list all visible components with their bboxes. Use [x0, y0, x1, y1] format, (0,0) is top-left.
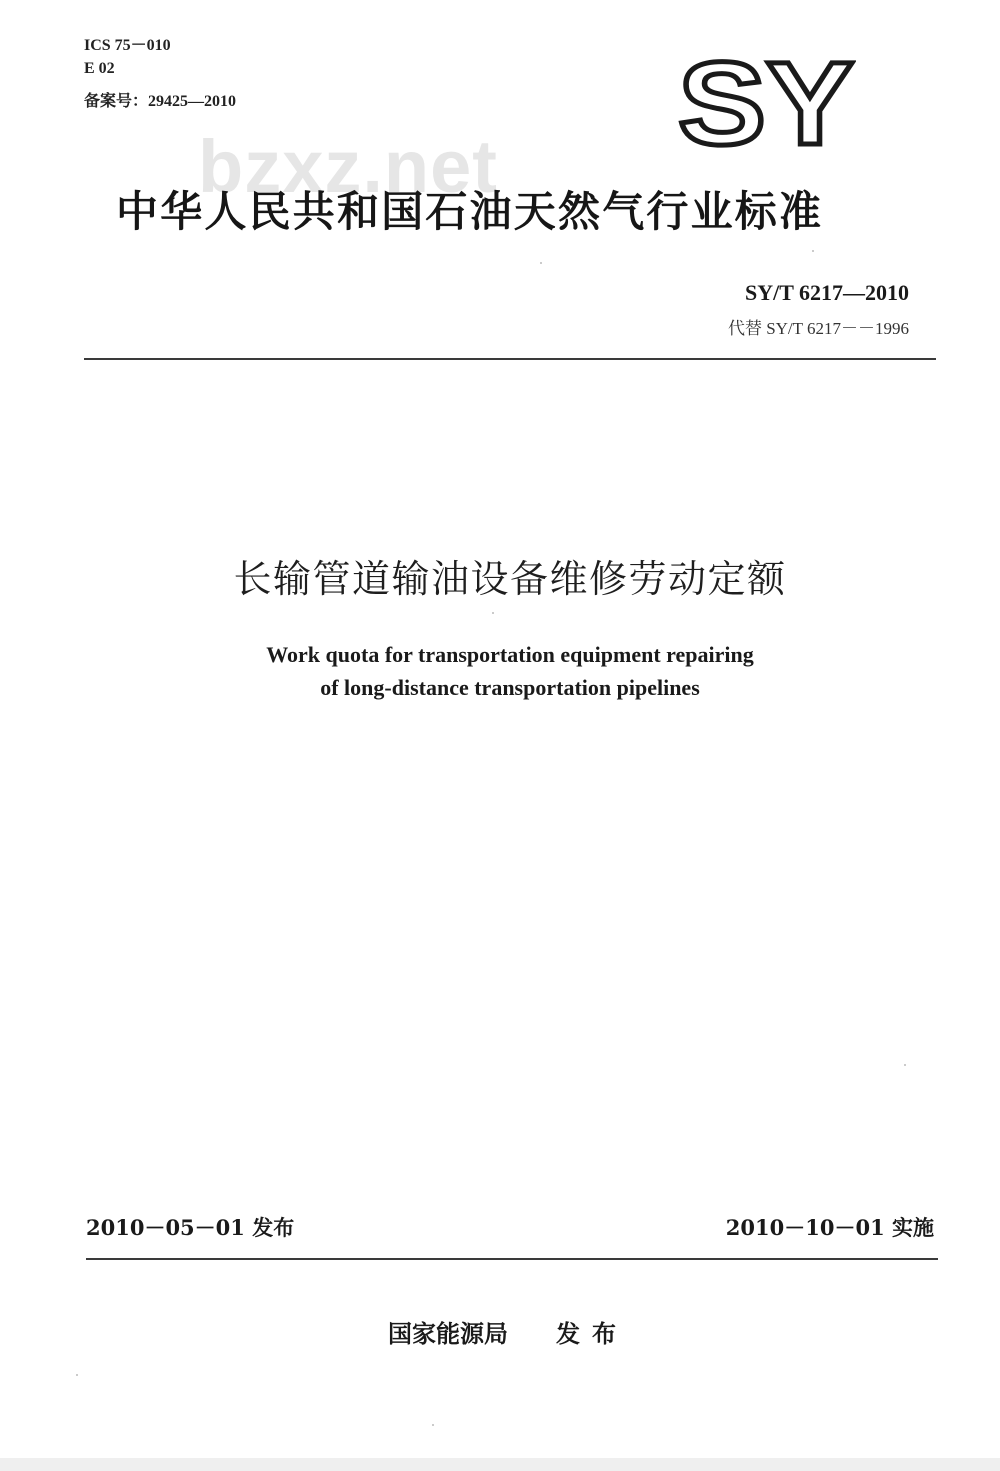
- scan-speck: [492, 612, 494, 614]
- standard-number: SY/T 6217—2010: [744, 280, 909, 305]
- watermark: bzxz.net: [198, 125, 498, 208]
- publisher-action: 发布: [556, 1320, 628, 1348]
- document-title-en-line1: Work quota for transportation equipment repairing: [266, 642, 754, 667]
- scan-bottom-edge: [0, 1458, 1000, 1471]
- industry-standard-title: 中华人民共和国石油天然气行业标准: [116, 187, 824, 236]
- ics-code: ICS 75－010: [84, 37, 171, 54]
- publisher: [388, 1314, 628, 1349]
- header-divider: [84, 358, 936, 360]
- filing-number: 备案号：29425—2010: [84, 93, 237, 110]
- document-title-en-line2: of long-distance transportation pipelines: [320, 675, 700, 700]
- sy-logo: [676, 52, 856, 152]
- scan-speck: [812, 250, 814, 252]
- sy-logo-text: SY: [678, 52, 854, 152]
- classification-code: E 02: [84, 60, 115, 77]
- implementation-date: 2010－10－01 实施: [725, 1215, 934, 1240]
- scan-speck: [540, 262, 542, 264]
- publish-date: 2010－05－01 发布: [86, 1215, 295, 1240]
- scan-speck: [432, 1424, 434, 1426]
- scan-speck: [904, 1064, 906, 1066]
- publisher-name: 国家能源局: [388, 1320, 508, 1348]
- document-title-zh: 长输管道输油设备维修劳动定额: [233, 557, 787, 601]
- scan-speck: [76, 1374, 78, 1376]
- footer-divider: [86, 1258, 938, 1260]
- replaces-standard: 代替 SY/T 6217－－1996: [727, 319, 909, 338]
